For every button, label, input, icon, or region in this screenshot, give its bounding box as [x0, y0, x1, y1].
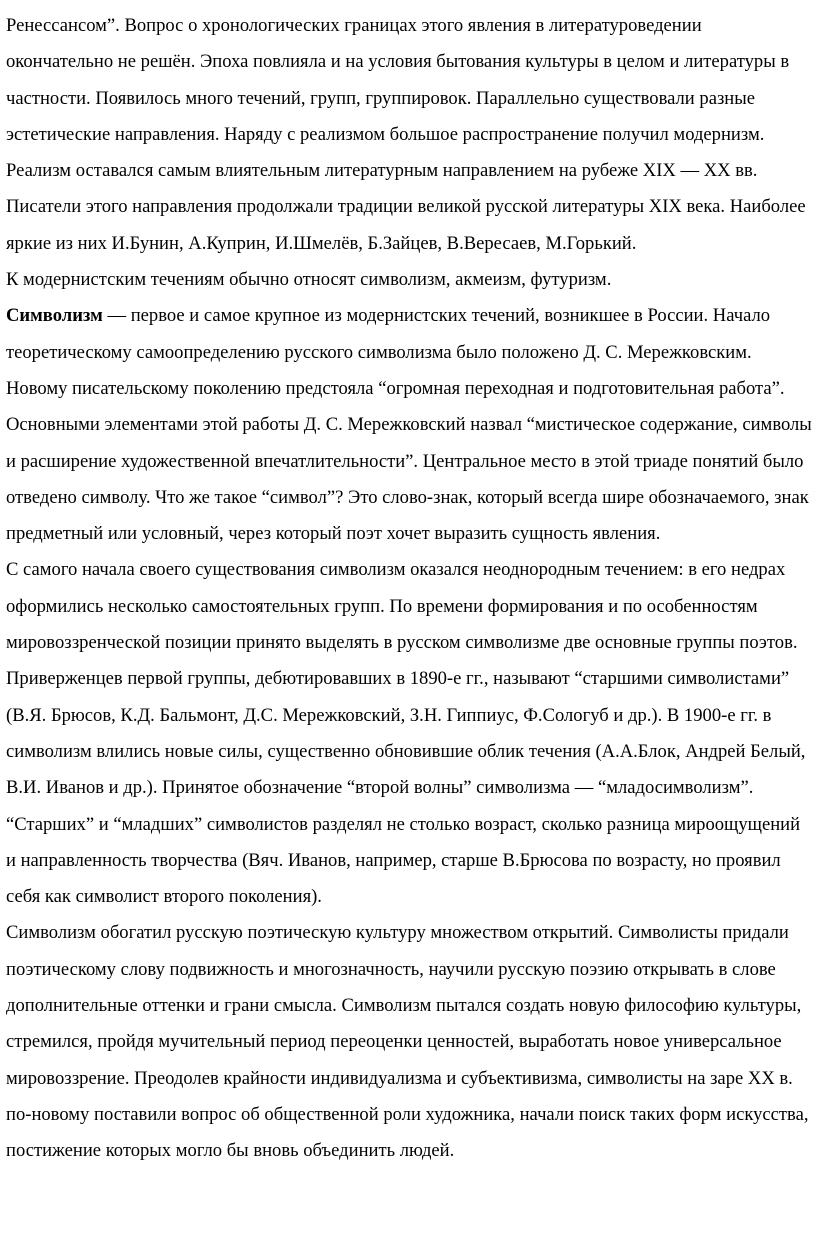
paragraph-symbolist-groups: С самого начала своего существования символизм оказался неоднородным течением: в его недрах оформились несколько самостоятельных групп. По времени формирования и по особенностям мировоззренческой позиции принято выделять в русском символизме две основные группы поэтов. Приверженцев первой группы, дебютировавших в 1890-е гг., называют “старшими символистами” (В.Я. Брюсов, К.Д. Бальмонт, Д.С. Мережковский, З.Н. Гиппиус, Ф.Сологуб и др.). В 1900-е гг. в символизм влились новые силы, существенно обновившие облик течения (А.А.Блок, Андрей Белый, В.И. Иванов и др.). Принятое обозначение “второй волны” символизма — “младосимволизм”. “Старших” и “младших” символистов разделял не столько возраст, сколько разница мироощущений и направленность творчества (Вяч. Иванов, например, старше В.Брюсова по возрасту, но проявил себя как символист второго поколения).	[6, 559, 806, 908]
paragraph-renaissance-intro: Ренессансом”. Вопрос о хронологических границах этого явления в литературоведении окончательно не решён. Эпоха повлияла и на условия бытования культуры в целом и литературы в частности. Появилось много течений, групп, группировок. Параллельно существовали разные эстетические направления. Наряду с реализмом большое распространение получил модернизм.	[6, 15, 790, 145]
paragraph-symbolism	[6, 298, 812, 552]
paragraph-symbolism-legacy: Символизм обогатил русскую поэтическую культуру множеством открытий. Символисты придали поэтическому слову подвижность и многозначность, научили русскую поэзию открывать в слове дополнительные оттенки и грани смысла. Символизм пытался создать новую философию культуры, стремился, пройдя мучительный период переоценки ценностей, выработать новое универсальное мировоззрение. Преодолев крайности индивидуализма и субъективизма, символисты на заре XX в. по-новому поставили вопрос об общественной роли художника, начали поиск таких форм искусства, постижение которых могло бы вновь объединить людей.	[6, 922, 809, 1162]
symbolism-definition: — первое и самое крупное из модернистских течений, возникшее в России. Начало теоретическому самоопределению русского символизма было положено Д. С. Мережковским. Новому писательскому поколению предстояла “огромная переходная и подготовительная работа”. Основными элементами этой работы Д. С. Мережковский назвал “мистическое содержание, символы и расширение художественной впечатлительности”. Центральное место в этой триаде понятий было отведено символу. Что же такое “символ”? Это слово-знак, который всегда шире обозначаемого, знак предметный или условный, через который поэт хочет выразить сущность явления.	[6, 305, 812, 545]
paragraph-modernist-currents: К модернистским течениям обычно относят символизм, акмеизм, футуризм.	[6, 269, 612, 291]
paragraph-realism: Реализм оставался самым влиятельным литературным направлением на рубеже XIX — XX вв. Писатели этого направления продолжали традиции великой русской литературы XIX века. Наиболее яркие из них И.Бунин, А.Куприн, И.Шмелёв, Б.Зайцев, В.Вересаев, М.Горький.	[6, 160, 806, 254]
symbolism-term: Символизм	[6, 305, 103, 327]
